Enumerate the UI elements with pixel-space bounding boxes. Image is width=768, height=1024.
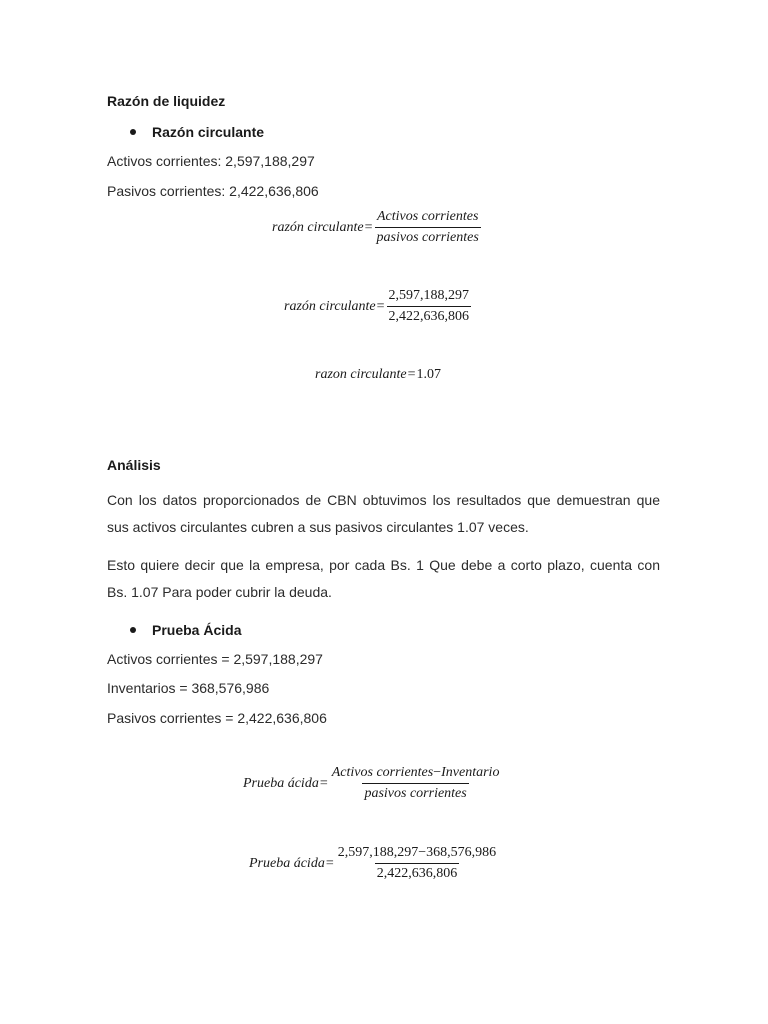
analisis-heading: Análisis [107,457,161,473]
bullet-dot-icon [130,627,136,633]
formula-fraction [387,288,472,325]
pasivos-corrientes-line: Pasivos corrientes: 2,422,636,806 [107,183,319,199]
fraction-numerator: Activos corrientes [376,209,479,224]
minus-sign: − [433,765,442,780]
formula-razon-circulante-values [284,288,471,325]
prueba-pasivos-line: Pasivos corrientes = 2,422,636,806 [107,710,327,726]
numerator-term-b: Inventario [441,765,500,780]
formula-fraction [375,209,481,246]
analisis-paragraph-1: Con los datos proporcionados de CBN obtuvimos los resultados que demuestran que sus activos circulantes cubren a sus pasivos circulantes 1.07 veces. [107,492,660,535]
fraction-denominator: pasivos corrientes [362,783,468,802]
formula-prueba-acida-values [249,845,498,882]
formula-prueba-acida-definition [243,765,501,802]
formula-equals: = [407,367,416,382]
formula-lhs: Prueba ácida [249,855,325,871]
formula-lhs: razón circulante [272,219,364,235]
fraction-denominator: 2,422,636,806 [387,306,472,325]
formula-fraction [330,765,502,802]
bullet-dot-icon [130,129,136,135]
numerator-term-a: Activos corrientes [331,765,434,780]
numerator-term-a: 2,597,188,297 [337,845,419,860]
fraction-denominator: pasivos corrientes [375,227,481,246]
formula-razon-circulante-definition [272,209,481,246]
analisis-paragraph-2: Esto quiere decir que la empresa, por cada Bs. 1 Que debe a corto plazo, cuenta con Bs. 1.07 Para poder cubrir la deuda. [107,557,660,600]
formula-equals: = [325,855,334,871]
formula-equals: = [376,298,385,314]
numerator-term-b: 368,576,986 [426,845,497,860]
fraction-numerator [336,845,498,863]
formula-lhs: Prueba ácida [243,775,319,791]
activos-corrientes-line: Activos corrientes: 2,597,188,297 [107,153,315,169]
formula-lhs: razón circulante [284,298,376,314]
section-title: Razón de liquidez [107,93,226,109]
prueba-activos-line: Activos corrientes = 2,597,188,297 [107,651,323,667]
fraction-denominator: 2,422,636,806 [375,863,460,882]
minus-sign: − [418,845,427,860]
fraction-numerator [330,765,502,783]
formula-fraction [336,845,498,882]
formula-equals: = [364,219,373,235]
prueba-acida-heading: Prueba Ácida [152,622,242,638]
formula-result: 1.07 [416,367,442,382]
formula-razon-circulante-result [315,367,441,383]
formula-equals: = [319,775,328,791]
fraction-numerator: 2,597,188,297 [388,288,470,303]
razon-circulante-heading: Razón circulante [152,124,265,140]
prueba-inventarios-line: Inventarios = 368,576,986 [107,680,270,696]
formula-lhs: razon circulante [315,367,407,382]
